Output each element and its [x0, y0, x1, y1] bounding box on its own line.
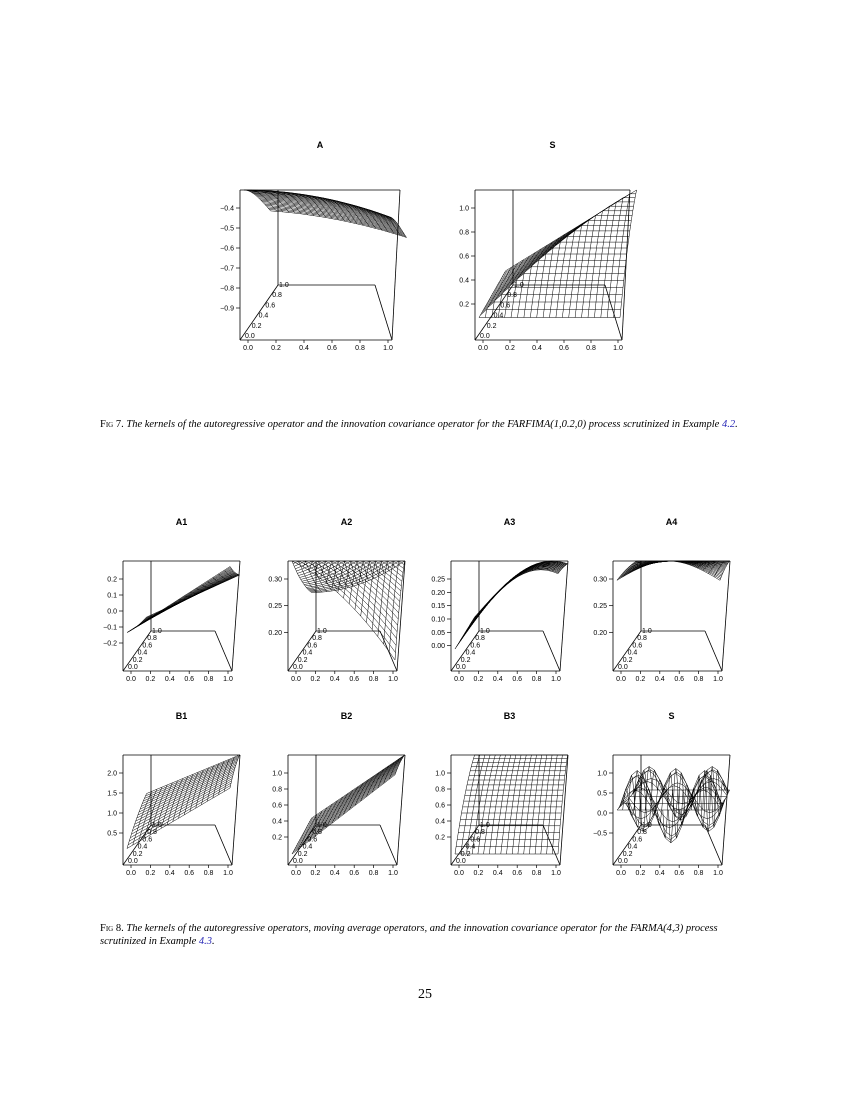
y-tick-label: 0.20 [431, 589, 445, 597]
x-tick-label: 0.0 [616, 870, 626, 877]
x-tick-label: 0.4 [492, 870, 503, 877]
y-tick-label: 0.15 [431, 603, 445, 611]
surface-panel-a [220, 140, 406, 352]
mesh-line [303, 561, 400, 596]
figure-7-caption-end: . [735, 419, 738, 430]
x-tick-label: 0.2 [271, 345, 281, 352]
x-tick-label: 1.0 [223, 676, 233, 683]
depth-tick-label: 1.0 [152, 628, 162, 635]
x-tick-label: 0.4 [164, 870, 175, 877]
y-tick-label: 0.5 [597, 790, 607, 798]
depth-tick-label: 0.2 [132, 850, 143, 858]
figure-7-caption-text: The kernels of the autoregressive operator and the innovation covariance operator for the FARFIMA(1,0.2,0) process scrutinized in Example [126, 419, 720, 430]
figure-7-label: Fig 7. [100, 419, 124, 430]
x-tick-label: 0.8 [531, 676, 542, 683]
x-tick-label: 1.0 [613, 345, 623, 352]
panel-title: A4 [665, 517, 678, 527]
y-tick-label: 0.5 [107, 830, 117, 838]
mesh-line [460, 567, 560, 643]
figure-7-example-link[interactable]: 4.2 [721, 419, 736, 430]
depth-tick-label: 0.6 [632, 836, 643, 844]
x-tick-label: 0.4 [532, 345, 542, 352]
x-tick-label: 0.4 [654, 870, 665, 877]
panel-title: B2 [340, 711, 353, 721]
depth-tick-label: 0.0 [293, 858, 303, 865]
mesh-line [309, 757, 403, 823]
depth-tick-label: 0.6 [632, 642, 643, 650]
y-tick-label: 0.6 [272, 802, 282, 810]
depth-tick-label: 0.6 [470, 642, 481, 650]
x-tick-label: 1.0 [388, 870, 398, 877]
mesh-line [312, 755, 405, 818]
depth-tick-label: 0.2 [460, 656, 471, 664]
y-tick-label: 0.30 [593, 576, 607, 584]
mesh-line [463, 566, 562, 637]
y-tick-label: 0.25 [268, 603, 282, 611]
mesh-line [468, 563, 564, 628]
surface-panel-b1 [107, 711, 240, 877]
depth-tick-label: 0.4 [627, 649, 638, 657]
mesh-line [455, 570, 558, 649]
y-tick-label: 0.4 [272, 818, 282, 826]
y-tick-label: 0.20 [593, 629, 607, 637]
surface-mesh [479, 190, 637, 318]
panel-title: A1 [175, 517, 188, 527]
depth-tick-label: 0.0 [245, 333, 255, 340]
x-tick-label: 0.8 [203, 870, 214, 877]
x-tick-label: 0.0 [291, 676, 301, 683]
panel-title: B1 [175, 711, 188, 721]
y-tick-label: −0.7 [220, 265, 234, 273]
x-tick-label: 0.0 [478, 345, 488, 352]
mesh-line [506, 190, 637, 271]
y-tick-label: 0.6 [435, 802, 445, 810]
surface-panel-b3 [435, 711, 568, 877]
depth-tick-label: 0.6 [500, 302, 511, 310]
panel-title: S [549, 140, 556, 150]
mesh-line [311, 756, 405, 820]
y-tick-label: 1.0 [459, 205, 469, 213]
y-tick-label: 0.20 [268, 629, 282, 637]
mesh-line [469, 563, 565, 626]
x-tick-label: 0.6 [349, 870, 360, 877]
depth-tick-label: 1.0 [642, 628, 652, 635]
x-tick-label: 0.8 [586, 345, 596, 352]
depth-tick-label: 0.0 [456, 664, 466, 671]
depth-edge [543, 631, 560, 671]
y-tick-label: 1.0 [435, 770, 445, 778]
box-right-edge [722, 561, 730, 671]
figure-7-caption [100, 418, 752, 431]
depth-tick-label: 0.2 [622, 656, 633, 664]
depth-tick-label: 0.0 [456, 858, 466, 865]
y-tick-label: 0.0 [107, 608, 117, 616]
x-tick-label: 0.2 [473, 870, 484, 877]
mesh-line [471, 562, 566, 622]
depth-edge [380, 825, 397, 865]
x-tick-label: 0.8 [368, 870, 379, 877]
x-tick-label: 0.6 [674, 870, 685, 877]
y-tick-label: 0.8 [459, 229, 469, 237]
depth-tick-label: 0.0 [293, 664, 303, 671]
depth-tick-label: 0.2 [251, 322, 262, 330]
x-tick-label: 1.0 [383, 345, 393, 352]
depth-tick-label: 0.4 [258, 312, 269, 320]
x-tick-label: 0.0 [454, 676, 464, 683]
x-tick-label: 0.4 [492, 676, 503, 683]
x-tick-label: 0.8 [355, 345, 365, 352]
mesh-line [466, 564, 563, 631]
mesh-line [465, 565, 563, 633]
y-tick-label: −0.6 [220, 245, 234, 253]
x-tick-label: 0.4 [329, 870, 340, 877]
y-tick-label: 1.5 [107, 790, 117, 798]
depth-tick-label: 0.2 [297, 850, 308, 858]
depth-tick-label: 1.0 [480, 822, 490, 829]
depth-tick-label: 0.8 [637, 635, 647, 643]
panel-title: A3 [503, 517, 516, 527]
y-tick-label: 0.4 [435, 818, 445, 826]
depth-tick-label: 0.8 [147, 829, 157, 837]
depth-tick-label: 0.2 [297, 656, 308, 664]
mesh-line [470, 562, 565, 624]
depth-tick-label: 0.8 [475, 829, 485, 837]
depth-tick-label: 0.2 [460, 850, 471, 858]
x-tick-label: 0.0 [454, 870, 464, 877]
mesh-line [307, 758, 402, 826]
x-tick-label: 1.0 [223, 870, 233, 877]
x-tick-label: 0.0 [126, 870, 136, 877]
mesh-line [558, 755, 568, 854]
x-tick-label: 0.8 [531, 870, 542, 877]
x-tick-label: 0.6 [512, 676, 523, 683]
depth-tick-label: 0.0 [618, 858, 628, 865]
figure-8-label: Fig 8. [100, 923, 124, 934]
x-tick-label: 0.4 [299, 345, 309, 352]
y-tick-label: 0.0 [597, 810, 607, 818]
x-tick-label: 0.6 [512, 870, 523, 877]
x-tick-label: 0.6 [349, 676, 360, 683]
mesh-line [458, 568, 559, 644]
depth-tick-label: 1.0 [514, 282, 524, 289]
surface-panel-a2 [268, 517, 405, 683]
depth-tick-label: 0.6 [307, 836, 318, 844]
figure-8-caption-end: . [211, 936, 215, 947]
depth-tick-label: 1.0 [480, 628, 490, 635]
depth-tick-label: 0.6 [265, 302, 276, 310]
depth-tick-label: 0.4 [137, 649, 148, 657]
x-tick-label: 0.0 [291, 870, 301, 877]
x-tick-label: 1.0 [388, 676, 398, 683]
mesh-line [467, 564, 564, 630]
depth-tick-label: 0.6 [307, 642, 318, 650]
y-tick-label: 2.0 [107, 770, 117, 778]
depth-tick-label: 0.4 [465, 649, 476, 657]
x-tick-label: 0.2 [145, 676, 156, 683]
surface-mesh [617, 561, 730, 580]
x-tick-label: 0.8 [693, 676, 704, 683]
depth-tick-label: 1.0 [317, 628, 327, 635]
x-tick-label: 0.0 [126, 676, 136, 683]
depth-tick-label: 0.8 [312, 635, 322, 643]
figure-8-caption [100, 922, 752, 948]
mesh-line [305, 760, 401, 830]
y-tick-label: 0.4 [459, 277, 469, 285]
y-tick-label: 0.30 [268, 576, 282, 584]
depth-tick-label: 0.2 [132, 656, 143, 664]
mesh-line [456, 569, 558, 650]
x-tick-label: 0.2 [635, 870, 646, 877]
mesh-line [462, 566, 562, 638]
x-tick-label: 1.0 [551, 870, 561, 877]
mesh-line [142, 760, 237, 803]
y-tick-label: 0.8 [272, 786, 282, 794]
depth-tick-label: 1.0 [642, 822, 652, 829]
depth-tick-label: 0.0 [128, 664, 138, 671]
depth-tick-label: 1.0 [317, 822, 327, 829]
surface-panel-s [593, 711, 730, 877]
y-tick-label: −0.5 [220, 225, 234, 233]
x-tick-label: 0.2 [473, 676, 484, 683]
y-tick-label: 0.1 [107, 592, 117, 600]
panel-title: A2 [340, 517, 353, 527]
y-tick-label: 1.0 [272, 770, 282, 778]
box-right-edge [622, 190, 630, 340]
y-tick-label: 0.2 [459, 301, 469, 309]
depth-tick-label: 0.4 [137, 843, 148, 851]
figure-8-example-link[interactable]: 4.3 [198, 936, 212, 947]
y-tick-label: 0.2 [107, 576, 117, 584]
x-tick-label: 0.6 [184, 676, 195, 683]
y-tick-label: 0.05 [431, 629, 445, 637]
y-tick-label: −0.5 [593, 830, 607, 838]
surface-panel-a4 [593, 517, 730, 683]
x-tick-label: 0.2 [145, 870, 156, 877]
depth-edge [705, 631, 722, 671]
x-tick-label: 1.0 [551, 676, 561, 683]
x-tick-label: 0.2 [505, 345, 515, 352]
depth-tick-label: 0.6 [142, 642, 153, 650]
box-right-edge [722, 755, 730, 865]
y-tick-label: −0.9 [220, 305, 234, 313]
mesh-line [569, 219, 589, 317]
depth-tick-label: 0.8 [312, 829, 322, 837]
surface-mesh [244, 190, 407, 238]
box-right-edge [397, 755, 405, 865]
y-tick-label: 1.0 [597, 770, 607, 778]
depth-tick-label: 0.4 [465, 843, 476, 851]
box-right-edge [560, 561, 568, 671]
x-tick-label: 0.6 [184, 870, 195, 877]
depth-edge [375, 285, 392, 340]
x-tick-label: 0.8 [693, 870, 704, 877]
depth-tick-label: 0.6 [470, 836, 481, 844]
x-tick-label: 0.0 [243, 345, 253, 352]
y-tick-label: 0.2 [272, 834, 282, 842]
y-tick-label: −0.8 [220, 285, 234, 293]
x-tick-label: 0.8 [203, 676, 214, 683]
depth-tick-label: 0.2 [622, 850, 633, 858]
y-tick-label: −0.4 [220, 205, 234, 213]
x-tick-label: 0.4 [164, 676, 175, 683]
x-tick-label: 0.2 [310, 676, 321, 683]
y-tick-label: 0.25 [431, 576, 445, 584]
depth-edge [215, 631, 232, 671]
y-tick-label: 0.6 [459, 253, 469, 261]
y-tick-label: 0.2 [435, 834, 445, 842]
mesh-line [669, 769, 684, 843]
mesh-line [308, 757, 403, 824]
page-number: 25 [418, 987, 432, 1002]
mesh-line [588, 208, 607, 317]
mesh-line [674, 773, 688, 838]
figure-8-caption-text: The kernels of the autoregressive operators, moving average operators, and the innovation covariance operator for the FARMA(4,3) process scrutinized in Example [100, 923, 718, 947]
y-tick-label: −0.1 [103, 624, 117, 632]
panel-title: S [668, 711, 675, 721]
mesh-line [306, 759, 402, 828]
panel-title: B3 [503, 711, 516, 721]
x-tick-label: 0.8 [368, 676, 379, 683]
mesh-line [147, 575, 240, 617]
depth-tick-label: 0.4 [302, 843, 313, 851]
y-tick-label: 0.25 [593, 603, 607, 611]
x-tick-label: 0.6 [559, 345, 569, 352]
x-tick-label: 0.2 [635, 676, 646, 683]
y-tick-label: 0.00 [431, 643, 445, 651]
mesh-line [464, 565, 563, 635]
box-right-edge [392, 190, 400, 340]
depth-tick-label: 0.4 [493, 312, 504, 320]
mesh-line [614, 194, 631, 318]
x-tick-label: 0.2 [310, 870, 321, 877]
surface-mesh [127, 567, 240, 633]
y-tick-label: 0.8 [435, 786, 445, 794]
x-tick-label: 1.0 [713, 870, 723, 877]
depth-tick-label: 1.0 [279, 282, 289, 289]
surface-panel-b2 [272, 711, 405, 877]
depth-tick-label: 0.2 [486, 322, 497, 330]
depth-tick-label: 0.6 [142, 836, 153, 844]
mesh-line [582, 212, 601, 318]
box-right-edge [232, 755, 240, 865]
y-tick-label: 0.10 [431, 616, 445, 624]
x-tick-label: 0.4 [329, 676, 340, 683]
depth-tick-label: 0.8 [637, 829, 647, 837]
depth-tick-label: 0.0 [480, 333, 490, 340]
depth-tick-label: 0.8 [272, 292, 282, 300]
x-tick-label: 1.0 [713, 676, 723, 683]
surface-panel-a1 [103, 517, 240, 683]
x-tick-label: 0.4 [654, 676, 665, 683]
depth-tick-label: 1.0 [152, 822, 162, 829]
x-tick-label: 0.0 [616, 676, 626, 683]
depth-edge [215, 825, 232, 865]
depth-tick-label: 0.4 [627, 843, 638, 851]
surface-panel-s [459, 140, 636, 352]
depth-edge [543, 825, 560, 865]
x-tick-label: 0.6 [327, 345, 337, 352]
y-tick-label: 1.0 [107, 810, 117, 818]
mesh-line [127, 617, 147, 633]
depth-tick-label: 0.0 [618, 664, 628, 671]
panel-title: A [316, 140, 324, 150]
depth-tick-label: 0.8 [475, 635, 485, 643]
surface-mesh [455, 561, 568, 649]
surface-panel-a3 [431, 517, 568, 683]
depth-tick-label: 0.8 [147, 635, 157, 643]
surface-mesh [617, 767, 730, 843]
depth-tick-label: 0.4 [302, 649, 313, 657]
x-tick-label: 0.6 [674, 676, 685, 683]
depth-tick-label: 0.0 [128, 858, 138, 865]
depth-tick-label: 0.8 [507, 292, 517, 300]
y-tick-label: −0.2 [103, 640, 117, 648]
